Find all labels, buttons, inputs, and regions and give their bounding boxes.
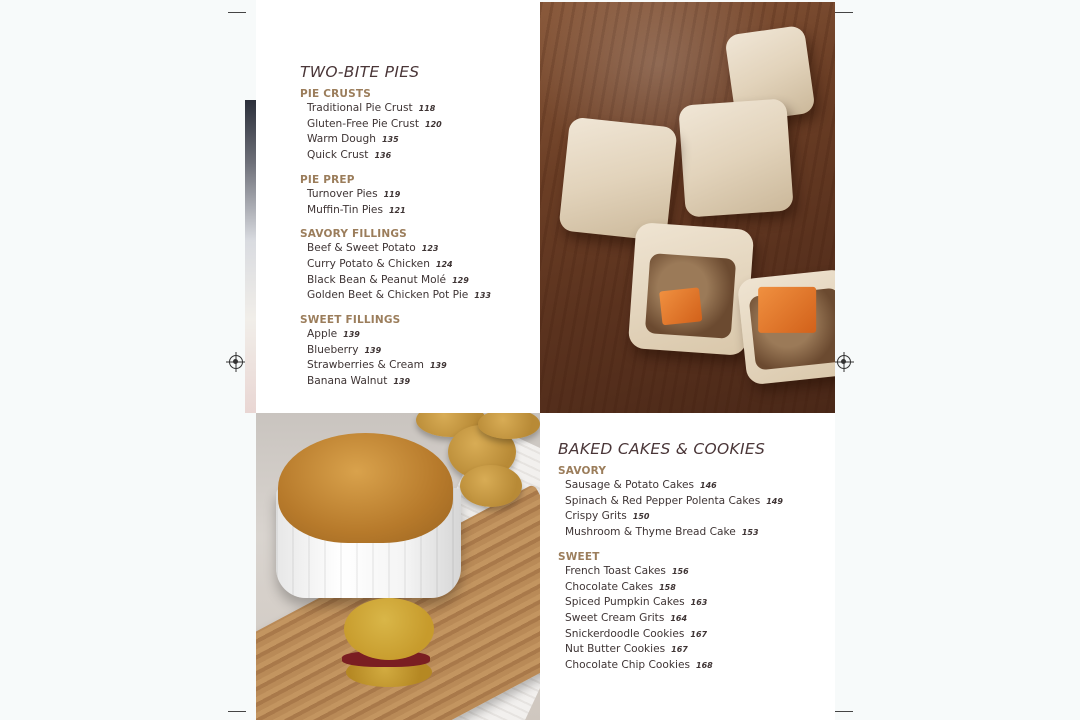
toc-item: Banana Walnut 139 <box>307 375 411 388</box>
toc-item: Turnover Pies 119 <box>307 187 401 200</box>
toc-group <box>300 173 491 218</box>
group-heading: SAVORY FILLINGS <box>300 228 407 241</box>
toc-group <box>300 87 491 164</box>
toc-item: Golden Beet & Chicken Pot Pie 133 <box>307 289 491 302</box>
toc-group <box>300 313 491 390</box>
toc-item: Nut Butter Cookies 167 <box>565 643 688 656</box>
toc-item: Chocolate Cakes 158 <box>565 580 676 593</box>
crop-mark <box>228 711 246 712</box>
mini-cake <box>478 413 540 439</box>
pumpkin-cake <box>278 433 453 543</box>
section-title: BAKED CAKES & COOKIES <box>558 440 766 458</box>
crop-mark <box>835 12 853 13</box>
toc-item: Muffin-Tin Pies 121 <box>307 203 406 216</box>
toc-item: Spinach & Red Pepper Polenta Cakes 149 <box>565 494 783 507</box>
group-heading: PIE CRUSTS <box>300 88 372 100</box>
toc-item: Beef & Sweet Potato 123 <box>307 242 439 255</box>
toc-item: Mushroom & Thyme Bread Cake 153 <box>565 526 759 539</box>
pie-bite-open <box>737 269 835 386</box>
registration-mark-icon <box>837 355 851 369</box>
toc-item: Chocolate Chip Cookies 168 <box>565 659 713 672</box>
toc-item: Crispy Grits 150 <box>565 510 650 523</box>
toc-section-cakes <box>558 440 783 674</box>
toc-item: Sausage & Potato Cakes 146 <box>565 479 717 491</box>
toc-section-pies <box>300 63 491 390</box>
registration-mark-icon <box>229 355 243 369</box>
pies-photo <box>540 2 835 413</box>
page-bleed <box>245 100 256 413</box>
cake-photo <box>256 413 540 720</box>
mini-cake <box>460 465 522 507</box>
toc-item: Black Bean & Peanut Molé 129 <box>307 273 469 286</box>
toc-item: French Toast Cakes 156 <box>565 564 689 577</box>
toc-item: Traditional Pie Crust 118 <box>307 102 436 114</box>
group-heading: SWEET <box>558 550 600 563</box>
cookie-sandwich <box>344 598 434 660</box>
toc-group <box>558 550 783 674</box>
toc-item: Apple 139 <box>307 328 360 341</box>
pie-bite <box>678 98 794 217</box>
crop-mark <box>228 12 246 13</box>
toc-item: Sweet Cream Grits 164 <box>565 611 688 624</box>
toc-item: Strawberries & Cream 139 <box>307 359 447 372</box>
section-title: TWO-BITE PIES <box>300 63 420 81</box>
group-heading: PIE PREP <box>300 173 355 186</box>
toc-group <box>300 227 491 304</box>
pie-bite <box>558 117 677 242</box>
toc-item: Warm Dough 135 <box>307 133 399 146</box>
group-heading: SAVORY <box>558 465 607 477</box>
pie-bite-open <box>628 222 755 356</box>
toc-item: Blueberry 139 <box>307 343 382 356</box>
toc-group <box>558 464 783 541</box>
toc-item: Quick Crust 136 <box>307 149 392 162</box>
toc-item: Snickerdoodle Cookies 167 <box>565 627 708 640</box>
toc-item: Spiced Pumpkin Cakes 163 <box>565 596 708 609</box>
group-heading: SWEET FILLINGS <box>300 314 401 327</box>
toc-item: Gluten-Free Pie Crust 120 <box>307 117 442 130</box>
crop-mark <box>835 711 853 712</box>
toc-item: Curry Potato & Chicken 124 <box>307 257 453 270</box>
